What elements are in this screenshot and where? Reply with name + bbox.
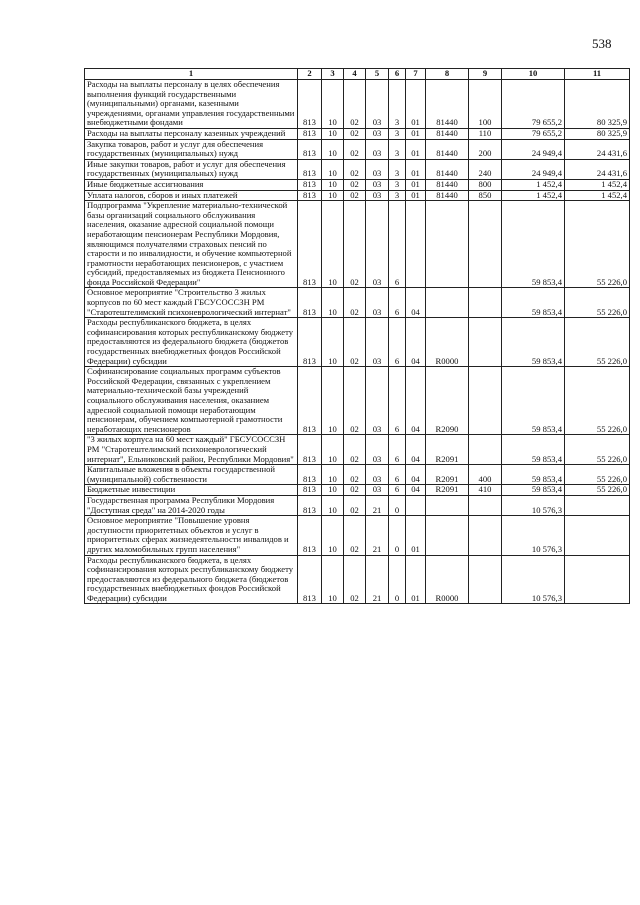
column-header: 9 <box>469 69 502 80</box>
row-name-cell: Расходы республиканского бюджета, в целях софинансирования которых республиканскому бюджету предоставляются из федерального бюджета (бюджетов государственных внебюджетных фондов Российской Федерации) субсидии <box>85 318 298 367</box>
value-cell: 03 <box>366 159 389 179</box>
table-row <box>85 367 630 435</box>
value-cell: 21 <box>366 555 389 604</box>
value-cell <box>426 288 469 318</box>
value-cell: 1 452,4 <box>502 190 565 201</box>
row-name-cell: Капитальные вложения в объекты государственной (муниципальной) собственности <box>85 465 298 485</box>
value-cell: 02 <box>344 485 366 496</box>
value-cell <box>565 516 630 555</box>
value-cell: 10 <box>322 179 344 190</box>
value-cell <box>565 495 630 515</box>
value-cell: 813 <box>298 288 322 318</box>
value-cell: 03 <box>366 465 389 485</box>
row-name-cell: "3 жилых корпуса на 60 мест каждый" ГБСУСОССЗН РМ "Старотештелимский психоневрологический интернат", Ельниковский район, Республики Мордовия" <box>85 435 298 465</box>
budget-table <box>84 68 630 604</box>
value-cell: 81440 <box>426 159 469 179</box>
value-cell: 59 853,4 <box>502 435 565 465</box>
value-cell: 813 <box>298 367 322 435</box>
value-cell: 59 853,4 <box>502 465 565 485</box>
value-cell: 813 <box>298 128 322 139</box>
table-row <box>85 495 630 515</box>
value-cell: 55 226,0 <box>565 435 630 465</box>
value-cell: 04 <box>406 465 426 485</box>
value-cell: 6 <box>389 465 406 485</box>
table-row <box>85 465 630 485</box>
value-cell: 10 <box>322 288 344 318</box>
value-cell: 813 <box>298 179 322 190</box>
value-cell: 0 <box>389 495 406 515</box>
value-cell: 59 853,4 <box>502 201 565 288</box>
value-cell: 10 <box>322 367 344 435</box>
value-cell: 04 <box>406 318 426 367</box>
value-cell: 410 <box>469 485 502 496</box>
value-cell: 100 <box>469 80 502 129</box>
column-header: 2 <box>298 69 322 80</box>
table-row <box>85 435 630 465</box>
value-cell: 850 <box>469 190 502 201</box>
value-cell: 02 <box>344 318 366 367</box>
row-name-cell: Государственная программа Республики Мордовия "Доступная среда" на 2014-2020 годы <box>85 495 298 515</box>
value-cell: 10 <box>322 80 344 129</box>
column-header: 8 <box>426 69 469 80</box>
value-cell: 81440 <box>426 139 469 159</box>
column-header: 6 <box>389 69 406 80</box>
value-cell: 55 226,0 <box>565 367 630 435</box>
column-header: 4 <box>344 69 366 80</box>
value-cell: 02 <box>344 139 366 159</box>
value-cell: 01 <box>406 555 426 604</box>
value-cell: 01 <box>406 139 426 159</box>
value-cell: 55 226,0 <box>565 485 630 496</box>
value-cell: 10 576,3 <box>502 555 565 604</box>
value-cell: 6 <box>389 201 406 288</box>
value-cell: 01 <box>406 80 426 129</box>
row-name-cell: Расходы на выплаты персоналу в целях обеспечения выполнения функций государственными (муниципальными) органами, казенными учреждениями, органами управления государственными внебюджетными фондами <box>85 80 298 129</box>
row-name-cell: Основное мероприятие "Повышение уровня доступности приоритетных объектов и услуг в приоритетных сферах жизнедеятельности инвалидов и других маломобильных групп населения" <box>85 516 298 555</box>
value-cell: 59 853,4 <box>502 367 565 435</box>
value-cell <box>469 435 502 465</box>
value-cell: 03 <box>366 288 389 318</box>
value-cell: 81440 <box>426 80 469 129</box>
value-cell: 24 431,6 <box>565 139 630 159</box>
value-cell: 02 <box>344 201 366 288</box>
value-cell: 813 <box>298 190 322 201</box>
value-cell: 200 <box>469 139 502 159</box>
value-cell: 55 226,0 <box>565 288 630 318</box>
value-cell: 04 <box>406 288 426 318</box>
value-cell: 01 <box>406 128 426 139</box>
value-cell <box>469 201 502 288</box>
value-cell: 03 <box>366 367 389 435</box>
column-header: 5 <box>366 69 389 80</box>
table-row <box>85 516 630 555</box>
value-cell: 10 <box>322 139 344 159</box>
value-cell: 01 <box>406 179 426 190</box>
value-cell: 03 <box>366 80 389 129</box>
value-cell: 800 <box>469 179 502 190</box>
value-cell: 813 <box>298 435 322 465</box>
value-cell: 59 853,4 <box>502 288 565 318</box>
value-cell: 6 <box>389 318 406 367</box>
value-cell: 6 <box>389 288 406 318</box>
table-row <box>85 318 630 367</box>
value-cell: 03 <box>366 318 389 367</box>
value-cell: 03 <box>366 201 389 288</box>
column-header: 1 <box>85 69 298 80</box>
value-cell: R2090 <box>426 367 469 435</box>
column-header: 7 <box>406 69 426 80</box>
value-cell: 59 853,4 <box>502 485 565 496</box>
value-cell: R2091 <box>426 485 469 496</box>
value-cell: 02 <box>344 190 366 201</box>
table-row <box>85 288 630 318</box>
value-cell: 03 <box>366 179 389 190</box>
row-name-cell: Расходы на выплаты персоналу казенных учреждений <box>85 128 298 139</box>
value-cell: 02 <box>344 288 366 318</box>
value-cell: 81440 <box>426 128 469 139</box>
value-cell: 02 <box>344 179 366 190</box>
value-cell: 81440 <box>426 179 469 190</box>
value-cell: 813 <box>298 465 322 485</box>
value-cell: 813 <box>298 201 322 288</box>
value-cell <box>426 495 469 515</box>
value-cell: 01 <box>406 516 426 555</box>
value-cell <box>469 288 502 318</box>
value-cell <box>469 555 502 604</box>
value-cell: R2091 <box>426 465 469 485</box>
value-cell: 813 <box>298 139 322 159</box>
value-cell: 10 <box>322 190 344 201</box>
value-cell: 6 <box>389 435 406 465</box>
value-cell: 10 <box>322 495 344 515</box>
value-cell: 55 226,0 <box>565 465 630 485</box>
value-cell <box>426 516 469 555</box>
value-cell: 3 <box>389 80 406 129</box>
value-cell: 6 <box>389 485 406 496</box>
value-cell: 04 <box>406 485 426 496</box>
value-cell: 01 <box>406 159 426 179</box>
value-cell <box>469 495 502 515</box>
value-cell: 02 <box>344 465 366 485</box>
value-cell: 02 <box>344 516 366 555</box>
value-cell: 10 <box>322 465 344 485</box>
row-name-cell: Бюджетные инвестиции <box>85 485 298 496</box>
value-cell: 03 <box>366 128 389 139</box>
table-row <box>85 485 630 496</box>
value-cell: 01 <box>406 190 426 201</box>
value-cell: 24 949,4 <box>502 139 565 159</box>
row-name-cell: Иные закупки товаров, работ и услуг для обеспечения государственных (муниципальных) нужд <box>85 159 298 179</box>
value-cell: 02 <box>344 159 366 179</box>
value-cell: 1 452,4 <box>502 179 565 190</box>
value-cell: 1 452,4 <box>565 190 630 201</box>
value-cell: 79 655,2 <box>502 128 565 139</box>
row-name-cell: Основное мероприятие "Строительство 3 жилых корпусов по 60 мест каждый ГБСУСОССЗН РМ "Старотештелимский психоневрологический интернат" <box>85 288 298 318</box>
table-row <box>85 80 630 129</box>
value-cell <box>469 367 502 435</box>
value-cell: 02 <box>344 435 366 465</box>
value-cell: 02 <box>344 367 366 435</box>
value-cell: 79 655,2 <box>502 80 565 129</box>
row-name-cell: Закупка товаров, работ и услуг для обеспечения государственных (муниципальных) нужд <box>85 139 298 159</box>
value-cell: 10 <box>322 555 344 604</box>
value-cell: 10 <box>322 128 344 139</box>
value-cell: 03 <box>366 139 389 159</box>
value-cell: 0 <box>389 516 406 555</box>
value-cell: 10 <box>322 318 344 367</box>
table-row <box>85 128 630 139</box>
value-cell: 55 226,0 <box>565 318 630 367</box>
value-cell: 0 <box>389 555 406 604</box>
column-header: 10 <box>502 69 565 80</box>
value-cell: 02 <box>344 495 366 515</box>
value-cell: 3 <box>389 128 406 139</box>
value-cell: 21 <box>366 516 389 555</box>
value-cell: 813 <box>298 516 322 555</box>
value-cell: 03 <box>366 435 389 465</box>
value-cell: 55 226,0 <box>565 201 630 288</box>
value-cell <box>565 555 630 604</box>
value-cell <box>406 495 426 515</box>
value-cell: 04 <box>406 367 426 435</box>
table-row <box>85 179 630 190</box>
page-number: 538 <box>592 36 612 51</box>
table-row <box>85 159 630 179</box>
value-cell: 59 853,4 <box>502 318 565 367</box>
value-cell: 813 <box>298 555 322 604</box>
value-cell: 110 <box>469 128 502 139</box>
value-cell: 81440 <box>426 190 469 201</box>
value-cell: 02 <box>344 80 366 129</box>
value-cell: 813 <box>298 159 322 179</box>
value-cell: R0000 <box>426 318 469 367</box>
header-row <box>85 69 630 80</box>
value-cell: R2091 <box>426 435 469 465</box>
value-cell: 10 <box>322 201 344 288</box>
value-cell: 10 <box>322 159 344 179</box>
value-cell: 10 <box>322 516 344 555</box>
value-cell: 03 <box>366 190 389 201</box>
value-cell: 10 576,3 <box>502 516 565 555</box>
value-cell: 03 <box>366 485 389 496</box>
value-cell: 3 <box>389 179 406 190</box>
value-cell: 3 <box>389 190 406 201</box>
value-cell: 3 <box>389 159 406 179</box>
value-cell: 02 <box>344 128 366 139</box>
table-body <box>85 80 630 604</box>
row-name-cell: Уплата налогов, сборов и иных платежей <box>85 190 298 201</box>
value-cell: 80 325,9 <box>565 80 630 129</box>
value-cell <box>469 318 502 367</box>
table-row <box>85 139 630 159</box>
value-cell: 813 <box>298 80 322 129</box>
row-name-cell: Иные бюджетные ассигнования <box>85 179 298 190</box>
value-cell: 3 <box>389 139 406 159</box>
value-cell: 02 <box>344 555 366 604</box>
value-cell: 400 <box>469 465 502 485</box>
column-header: 11 <box>565 69 630 80</box>
value-cell: 21 <box>366 495 389 515</box>
table-row <box>85 555 630 604</box>
value-cell: 80 325,9 <box>565 128 630 139</box>
table-row <box>85 201 630 288</box>
value-cell <box>469 516 502 555</box>
value-cell: 813 <box>298 318 322 367</box>
value-cell <box>426 201 469 288</box>
row-name-cell: Софинансирование социальных программ субъектов Российской Федерации, связанных с укреплением материально-технической базы учреждений социального обслуживания населения, оказанием адресной социальной помощи неработающим пенсионерам, обучением компьютерной грамотности неработающих пенсионеров <box>85 367 298 435</box>
value-cell <box>406 201 426 288</box>
value-cell: 24 431,6 <box>565 159 630 179</box>
table-row <box>85 190 630 201</box>
value-cell: 10 <box>322 435 344 465</box>
value-cell: 240 <box>469 159 502 179</box>
value-cell: R0000 <box>426 555 469 604</box>
value-cell: 10 576,3 <box>502 495 565 515</box>
value-cell: 1 452,4 <box>565 179 630 190</box>
value-cell: 04 <box>406 435 426 465</box>
value-cell: 813 <box>298 485 322 496</box>
value-cell: 813 <box>298 495 322 515</box>
row-name-cell: Подпрограмма "Укрепление материально-технической базы организаций социального обслуживания населения, оказание адресной социальной помощи неработающим пенсионерам Республики Мордовия, являющимся получателями страховых пенсий по старости и по инвалидности, и обучение компьютерной грамотности неработающих пенсионеров, с участием субсидий, предоставляемых из бюджета Пенсионного фонда Российской Федерации" <box>85 201 298 288</box>
column-header: 3 <box>322 69 344 80</box>
value-cell: 6 <box>389 367 406 435</box>
row-name-cell: Расходы республиканского бюджета, в целях софинансирования которых республиканскому бюджету предоставляются из федерального бюджета (бюджетов государственных внебюджетных фондов Российской Федерации) субсидии <box>85 555 298 604</box>
value-cell: 10 <box>322 485 344 496</box>
value-cell: 24 949,4 <box>502 159 565 179</box>
